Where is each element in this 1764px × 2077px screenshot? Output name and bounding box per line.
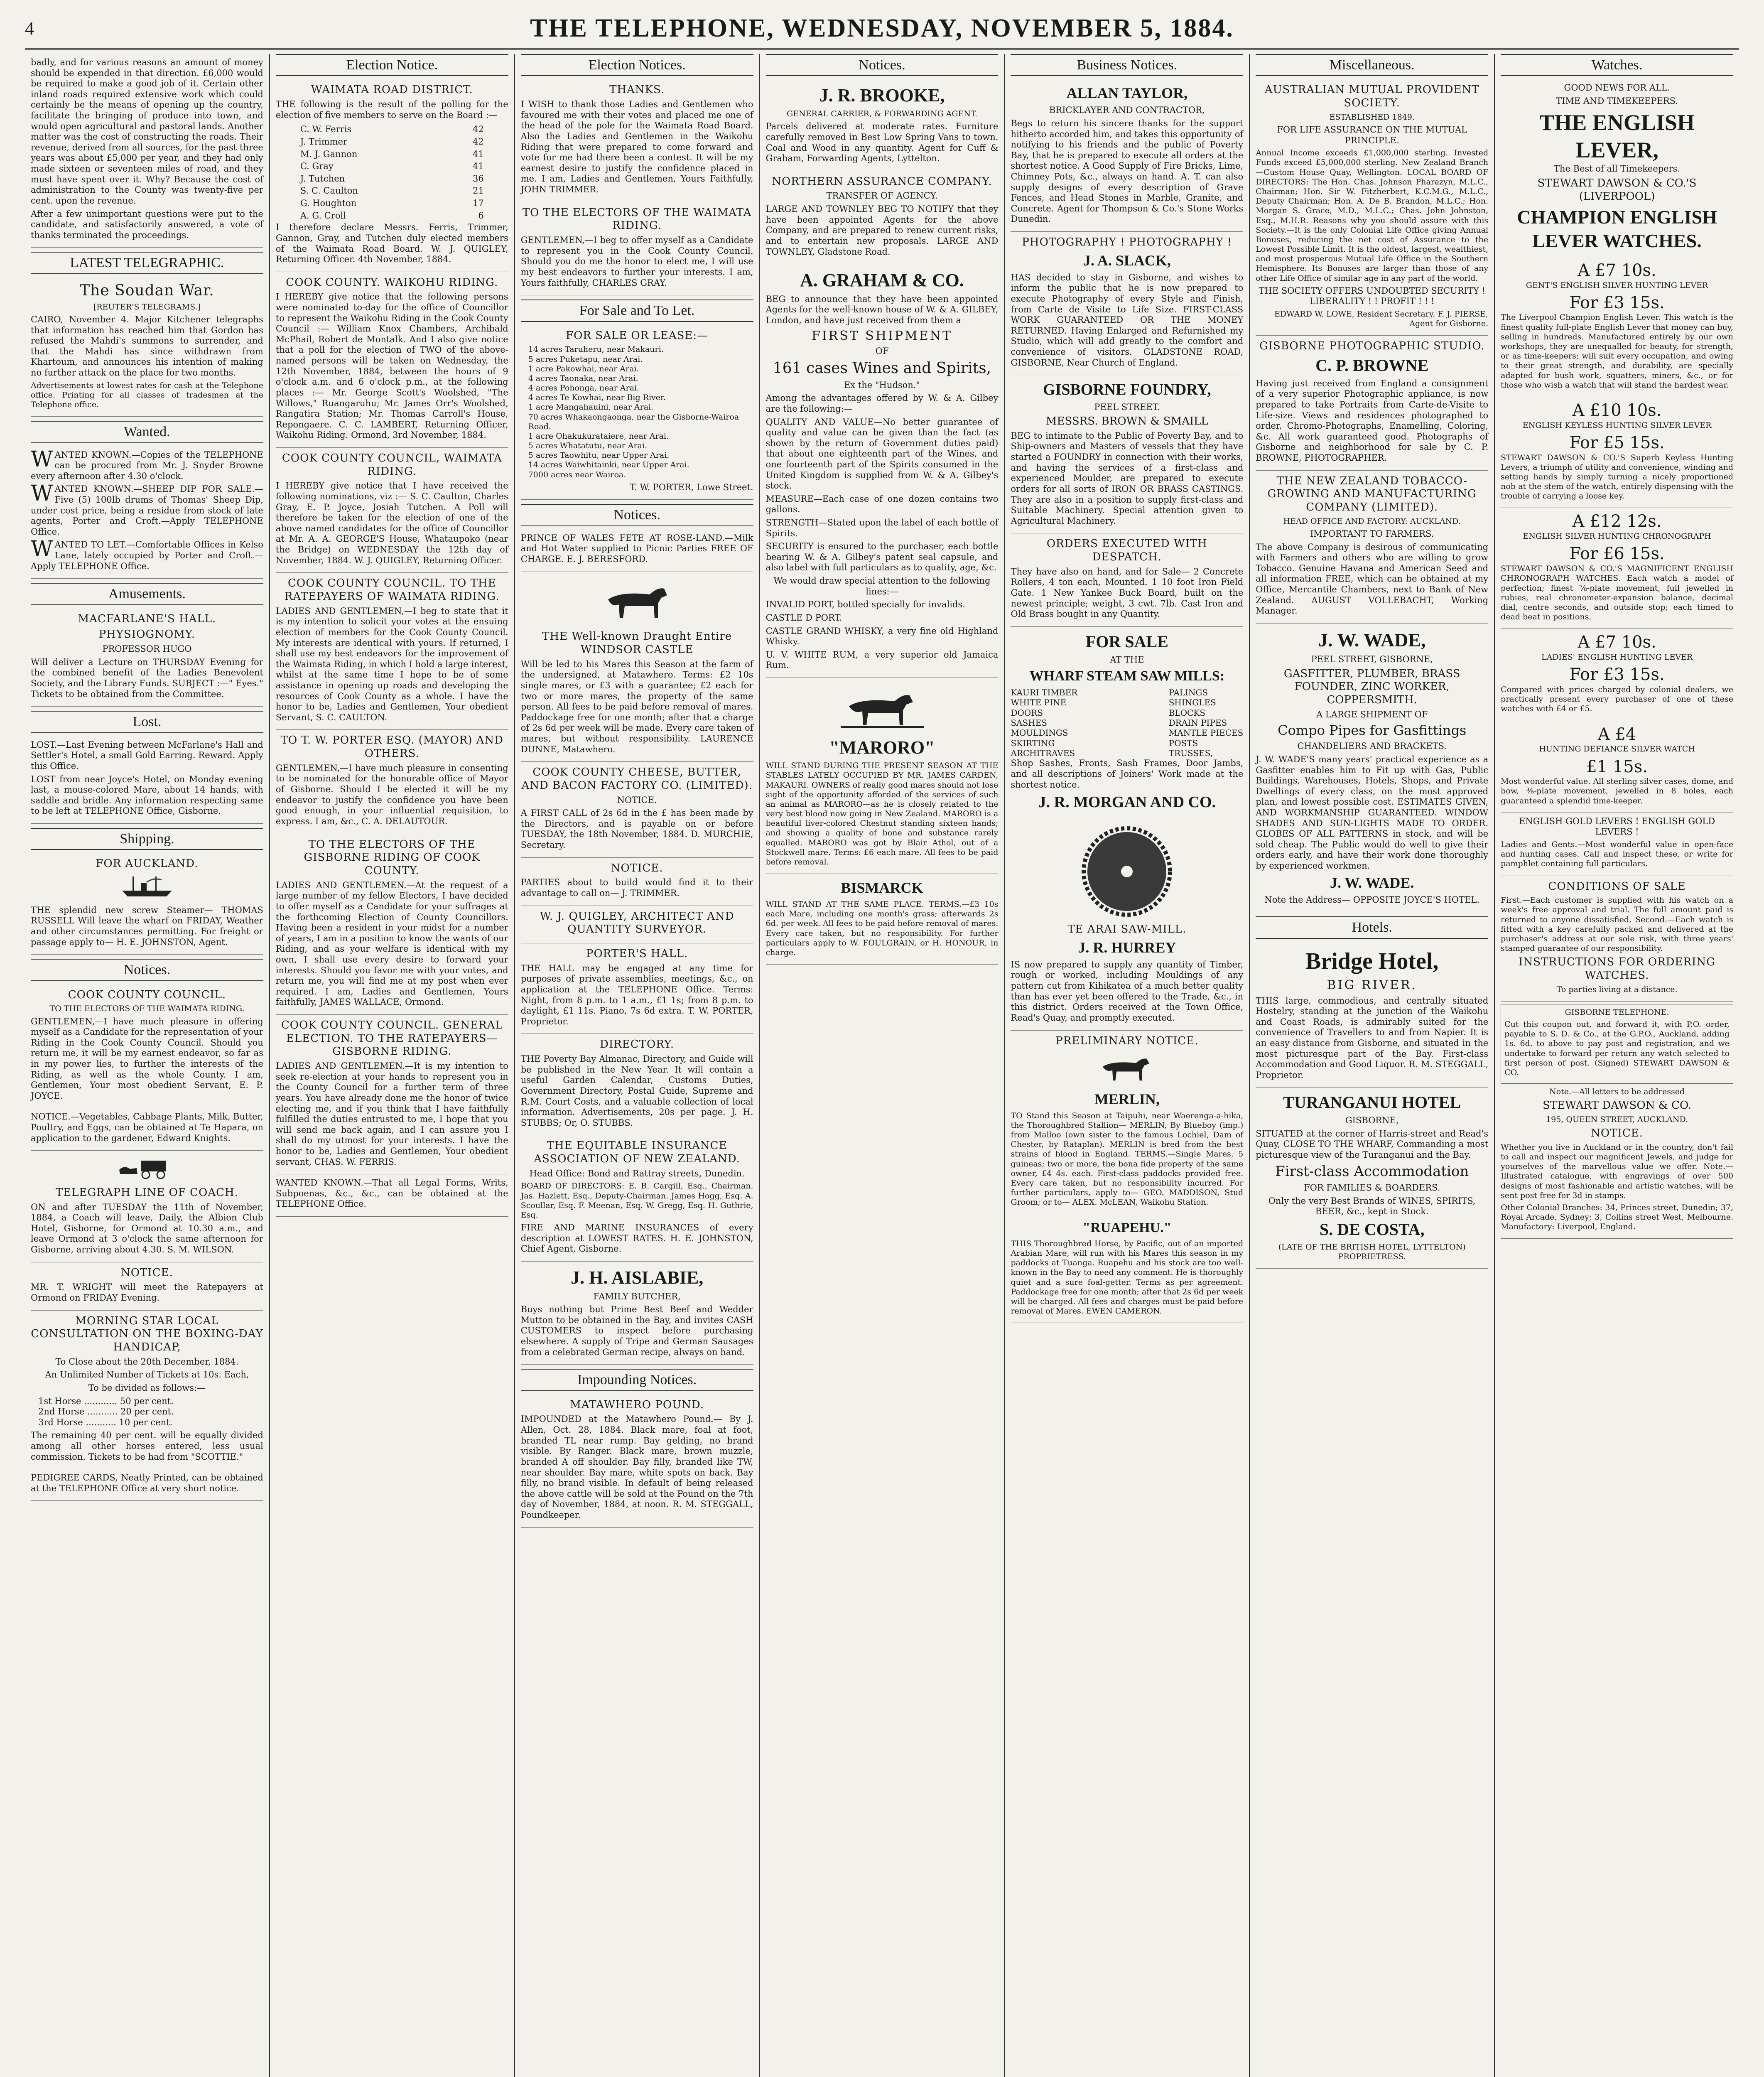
directory-title: DIRECTORY. — [600, 1038, 675, 1051]
vegetables-notice: NOTICE.—Vegetables, Cabbage Plants, Milk, Butter, Poultry, and Eggs, can be obtained at Te Hapara, on application to the gardener, Edward Knights. — [31, 1112, 263, 1143]
equitable-directors: BOARD OF DIRECTORS: E. B. Cargill, Esq., Chairman. Jas. Hazlett, Esq., Deputy-Chairman. James Hogg, Esq. A. Scoullar, Esq. F. Meenan, Esq. W. Gregg, Esq. H. Guthrie, Esq. — [520, 1181, 753, 1220]
stewart-dawson: STEWART DAWSON & CO.'S (LIVERPOOL) — [1537, 177, 1697, 203]
masthead — [25, 8, 1739, 50]
best-of-all: The Best of all Timekeepers. — [1554, 164, 1681, 174]
bridge-hotel-title: Bridge Hotel, — [1305, 948, 1439, 974]
equitable-text: FIRE AND MARINE INSURANCES of every description at LOWEST RATES. H. E. JOHNSTON, Chief Agent, Gisborne. — [520, 1223, 753, 1254]
bridge-hotel-text: THIS large, commodious, and centrally situated Hostelry, standing at the junction of the Waikohu and Coast Roads, is admirably suited for the convenience of Travellers to and from Napier. It is an easy distance from Gisborne, and situated in the most picturesque part of the Bay. First-class Accommodation and Good Liquor. R. M. STEGGALL, Proprietor. — [1256, 995, 1489, 1080]
waimata-road-result: I therefore declare Messrs. Ferris, Trimmer, Gannon, Gray, and Tutchen duly elected members of the Waimata Road Board. W. J. QUIGLEY, Returning Officer. 4th November, 1884. — [275, 222, 508, 265]
legal-forms-ad: WANTED KNOWN.—That all Legal Forms, Writs, Subpoenas, &c., &c., can be obtained at the TELEPHONE Office. — [275, 1178, 508, 1209]
equitable-office: Head Office: Bond and Rattray streets, Dunedin. — [529, 1168, 745, 1178]
wanted-ad-2: WANTED KNOWN.—SHEEP DIP FOR SALE.—Five (5) 100lb drums of Thomas' Sheep Dip, under cost price, being a residue from stock of late agents, Porter and Croft.—Apply TELEPHONE Office. — [31, 481, 263, 537]
cook-council-title: COOK COUNTY COUNCIL. — [68, 988, 226, 1001]
coupon-title: GISBORNE TELEPHONE. — [1565, 1007, 1669, 1017]
sale-sign: T. W. PORTER, Lowe Street. — [630, 482, 753, 492]
bridge-hotel-sub: BIG RIVER. — [1327, 977, 1417, 992]
sale-item: 7000 acres near Wairoa. — [528, 470, 626, 479]
waimata-riding-title: COOK COUNTY COUNCIL, WAIMATA RIDING. — [282, 452, 502, 478]
branches-text: Other Colonial Branches: 34, Princes street, Dunedin; 37, Royal Arcade, Sydney; 3, Collins street West, Melbourne. Manufactory: Liverpool, England. — [1501, 1203, 1734, 1232]
address-note: Note.—All letters to be addressed — [1549, 1087, 1685, 1097]
wade-shipment: A LARGE SHIPMENT OF — [1316, 709, 1428, 719]
english-lever-title: THE ENGLISH LEVER, — [1539, 110, 1695, 162]
tobacco-sub: IMPORTANT TO FARMERS. — [1310, 528, 1434, 539]
desc-1: GENT'S ENGLISH SILVER HUNTING LEVER — [1526, 280, 1708, 290]
desc-5: HUNTING DEFIANCE SILVER WATCH — [1539, 744, 1695, 754]
section-shipping: Shipping. — [31, 828, 263, 850]
electors-title: TO THE ELECTORS OF THE WAIMATA RIDING. — [522, 206, 752, 232]
sale-item: 5 acres Puketapu, near Arai. — [528, 354, 643, 364]
wade-title: J. W. WADE, — [1318, 629, 1426, 651]
merlin-text: TO Stand this Season at Taipuhi, near Waerenga-a-hika, the Thoroughbred Stallion— MERLIN, By Blueboy (imp.) from Malloo (own sister to the famous Lochiel, Dam of Chester, by Rataplan). MERLIN is bred from the best strains of blood in England. TERMS.—Single Mares, 5 guineas; two or more, the bona fide property of the same owner, £4 4s. each. First-class paddocks provided free. Every care taken, but no responsibility incurred. For further particulars, apply to— GEO. MADDISON, Stud Groom; or to— ALEX. McLEAN, Waikohu Station. — [1011, 1111, 1244, 1207]
for-price-5: £1 15s. — [1586, 757, 1648, 776]
section-miscellaneous: Miscellaneous. — [1256, 54, 1488, 76]
professor-name: PROFESSOR HUGO — [102, 644, 192, 654]
ratepayers-title: COOK COUNTY COUNCIL. TO THE RATEPAYERS OF WAIMATA RIDING. — [284, 577, 500, 603]
graham-strength: STRENGTH—Stated upon the label of each bottle of Spirits. — [765, 518, 999, 538]
browne-title: C. P. BROWNE — [1315, 356, 1429, 375]
notice-text: Whether you live in Auckland or in the country, don't fail to call and inspect our magnificent Jewels, and judge for yourselves of the marvellous value we offer. Note.—Illustrated catalogue, with engravings of over 500 designs of most fashionable and artistic watches, will be sent post free for 3d in stamps. — [1501, 1142, 1734, 1200]
for-price-2: For £5 15s. — [1569, 433, 1665, 452]
coach-text: ON and after TUESDAY the 11th of November, 1884, a Coach will leave, Daily, the Albion Club Hotel, Gisborne, for Ormond at 10.30 a.m., and leave Ormond at 3 o'clock the same afternoon for Gisborne, arriving about 4.30. S. M. WILSON. — [31, 1202, 263, 1255]
sale-item: 1 acre Pakowhai, near Arai. — [528, 364, 639, 373]
maroro-title: "MARORO" — [829, 737, 935, 758]
soudan-text: CAIRO, November 4. Major Kitchener telegraphs that information has reached him that Gordon has refused the Mahdi's summons to surrender, and that the Mahdi has since withdrawn from Khartoum, and announces his intention of making no further attack on the place for two months. — [31, 314, 263, 378]
sale-item: 1 acre Ohakukurataiere, near Arai. — [528, 431, 669, 441]
brooke-text: Parcels delivered at moderate rates. Furniture carefully removed in Best Low Spring Vans to town. Coal and Wood in any quantity. Agent for Cuff & Graham, Forwarding Agents, Lyttelton. — [765, 121, 999, 164]
wade-text: J. W. WADE'S many years' practical experience as a Gasfitter enables him to Fit up with Gas, Public Buildings, Warehouses, Hotels, Shops, and Private Dwellings of every class, on the most approved plan, and lowest possible cost. ESTIMATES GIVEN, AND WORKMANSHIP GUARANTEED. WINDOW SHADES AND SUN-LIGHTS MADE TO ORDER. GLOBES OF ALL PATTERNS in stock, and will be sold cheap. The Public would do well to give their orders early, and have their work done thoroughly by experienced workmen. — [1256, 754, 1489, 871]
ruapehu-text: THIS Thoroughbred Horse, by Pacific, out of an imported Arabian Mare, will run with his Mares this season in my paddocks at Tuanga. Ruapehu and his stock are too well-known in the Bay to need any comment. He is thoroughly quiet and a sure foal-getter. Terms as per agreement. Paddockage free for one month; after that 2s 6d per week will be charged. All fees and charges must be paid before removal of Mares. EWEN CAMERON. — [1011, 1239, 1244, 1316]
general-election-title: COOK COUNTY COUNCIL. GENERAL ELECTION. TO THE RATEPAYERS—GISBORNE RIDING. — [281, 1019, 503, 1058]
sale-item: 1 acre Mangahauini, near Arai. — [528, 403, 654, 412]
timber-item: BLOCKS — [1168, 707, 1206, 718]
page-number: 4 — [25, 18, 34, 39]
wade-chandeliers: CHANDELIERS AND BRACKETS. — [1297, 741, 1447, 751]
turanganui-title: TURANGANUI HOTEL — [1283, 1093, 1461, 1112]
timber-item: SHINGLES — [1168, 697, 1216, 708]
cheese-title: COOK COUNTY CHEESE, BUTTER, AND BACON FACTORY CO. (LIMITED). — [521, 766, 753, 792]
timber-item: TRUSSES, — [1168, 748, 1213, 759]
waikohu-text: I HEREBY give notice that the following persons were nominated to-day for the office of Councillor to represent the Waikohu Riding in the Cook County Council :— William Knox Chambers, Archibald McPhail, Robert de Montalk. And I also give notice that a poll for the election of TWO of the above-named persons will be taken on Wednesday, the 12th November, 1884, between the hours of 9 o'clock a.m. and 6 o'clock p.m., at the following places :— Mr. George Scott's Woolshed, "The Willows," Ruangaruhu; Mr. James Orr's Woolshed, Rangatira Station; Mr. Thomas Carroll's House, Repongaere. C. C. LAMBERT, Returning Officer, Waikohu Riding. Ormond, 3rd November, 1884. — [275, 292, 508, 440]
horse-illustration — [766, 685, 999, 733]
studio-title: GISBORNE PHOTOGRAPHIC STUDIO. — [1259, 340, 1485, 353]
price-2: A £10 10s. — [1572, 400, 1662, 420]
price-1: A £7 10s. — [1578, 260, 1656, 280]
porters-hall-text: THE HALL may be engaged at any time for purposes of private assemblies, meetings, &c., on application at the TELEPHONE Office. Terms: Night, from 8 p.m. to 1 a.m., £1 1s; from 8 p.m. to daylight, £1 11s. Piano, 7s 6d extra. T. W. PORTER, Proprietor. — [520, 963, 753, 1026]
sale-item: 4 acres Te Kowhai, near Big River. — [528, 393, 666, 403]
column-1 — [25, 54, 270, 2077]
amp-sign: EDWARD W. LOWE, Resident Secretary. F. J. PIERSE, Agent for Gisborne. — [1274, 309, 1489, 329]
conditions-text: First.—Each customer is supplied with his watch on a week's free approval and trial. The full amount paid is returned to anyone dissatisfied. Second.—Each watch is fitted with a key carefully packed and delivered at the purchaser's address at our sole risk, with three years' stamped guarantee of our responsibility. — [1501, 896, 1734, 953]
morning-star-divided: To be divided as follows:— — [88, 1382, 206, 1393]
aislabie-sub: FAMILY BUTCHER, — [593, 1291, 681, 1301]
thanks-title: THANKS. — [609, 83, 665, 96]
desc-4: LADIES' ENGLISH HUNTING LEVER — [1541, 653, 1693, 662]
timber-item: PALINGS — [1168, 687, 1208, 697]
text-2: STEWART DAWSON & CO.'S Superb Keyless Hunting Levers, a triumph of utility and convenience, winding and setting hands by simply turning a nicely proportioned nob at the stem of the watch, entirely dispensing with the trouble of carrying a loose key. — [1501, 453, 1734, 501]
poll-row: J. Tutchen 36 — [300, 173, 484, 184]
for-price-3: For £6 15s. — [1569, 544, 1665, 564]
amp-established: ESTABLISHED 1849. — [1329, 112, 1415, 122]
price-4: A £7 10s. — [1578, 633, 1656, 652]
directory-text: THE Poverty Bay Almanac, Directory, and Guide will be published in the New Year. It will contain a useful Garden Calendar, Customs Duties, Government Directory, Postal Guide, Supreme and R.M. Court Costs, and a valuable collection of local information. Advertisements, 20s per page. J. H. STUBBS; Or, O. STUBBS. — [520, 1054, 753, 1128]
section-for-sale: For Sale and To Let. — [521, 300, 753, 322]
timber-item: SASHES — [1011, 717, 1048, 728]
foundry-sub: PEEL STREET. — [1094, 402, 1160, 412]
instructions-sub: To parties living at a distance. — [1556, 984, 1678, 994]
fete-notice: PRINCE OF WALES FETE AT ROSE-LAND.—Milk and Hot Water supplied to Picnic Parties FREE OF CHARGE. E. J. BERESFORD. — [520, 533, 753, 565]
graham-advantages: Among the advantages offered by W. & A. Gilbey are the following:— — [765, 393, 999, 414]
coach-title: TELEGRAPH LINE OF COACH. — [55, 1186, 238, 1199]
general-election-text: LADIES AND GENTLEMEN.—It is my intention to seek re-election at your hands to represent you in the County Council for a further term of three years. You have already done me the honor of twice electing me, and if you think that I have faithfully fulfilled the duties entrusted to me, I hope that you will send me back again, and I can assure you I shall do my utmost for your interests. I have the honor to be, Ladies and Gentlemen, Your obedient servant, CHAS. W. FERRIS. — [275, 1061, 508, 1167]
prize-line: 2nd Horse ........... 20 per cent. — [38, 1407, 174, 1417]
taylor-sub: BRICKLAYER AND CONTRACTOR, — [1049, 105, 1205, 115]
instructions-title: INSTRUCTIONS FOR ORDERING WATCHES. — [1519, 956, 1715, 982]
northern-sub: TRANSFER OF AGENCY. — [826, 191, 938, 201]
timber-item: MOULDINGS — [1011, 728, 1068, 738]
text-1: The Liverpool Champion English Lever. This watch is the finest quality full-plate English Lever that money can buy, selling in hundreds. Manufactured entirely by our own workshops, they are unequalled for beauty, for strength, or as time-keepers; will suit every occupation, and owing to their great strength, and durability, are specially adapted for bush work, squatters, miners, &c., or for those who wish a watch that will stand the hardest wear. — [1501, 313, 1734, 390]
coupon-text: Cut this coupon out, and forward it, with P.O. order, payable to S. D. & Co., at the G.P.O., Auckland, adding 1s. 6d. to above to pay post and registration, and we undertake to forward per return any watch selected to first person of post. (Signed) STEWART DAWSON & CO. — [1504, 1020, 1730, 1077]
reuter-label: [REUTER'S TELEGRAMS.] — [93, 302, 201, 312]
section-watches: Watches. — [1501, 54, 1733, 76]
porters-hall-title: PORTER'S HALL. — [586, 948, 688, 960]
wright-notice-text: MR. T. WRIGHT will meet the Ratepayers at Ormond on FRIDAY Evening. — [31, 1282, 263, 1303]
lost-ad-1: LOST.—Last Evening between McFarlane's Hall and Settler's Hotel, a small Gold Earring. Reward. Apply this Office. — [31, 739, 263, 771]
graham-cases: 161 cases Wines and Spirits, — [773, 359, 991, 377]
graham-line: CASTLE GRAND WHISKY, a very fine old Highland Whisky. — [765, 626, 999, 647]
lead-text-2: After a few unimportant questions were put to the candidate, and satisfactorily answered, a vote of thanks terminated the proceedings. — [31, 209, 263, 240]
graham-line: CASTLE D PORT. — [765, 612, 842, 623]
timber-item: DOORS — [1011, 707, 1043, 718]
poll-row: C. W. Ferris 42 — [300, 124, 484, 135]
graham-special: We would draw special attention to the following lines:— — [773, 576, 991, 597]
cook-council-sub: TO THE ELECTORS OF THE WAIMATA RIDING. — [49, 1004, 245, 1014]
merlin-title: MERLIN, — [1094, 1090, 1160, 1107]
wright-notice-title: NOTICE. — [121, 1266, 173, 1279]
graham-title: A. GRAHAM & CO. — [800, 270, 964, 291]
pedigree-cards-ad: PEDIGREE CARDS, Neatly Printed, can be obtained at the TELEPHONE Office at very short notice. — [31, 1473, 263, 1493]
bismarck-title: BISMARCK — [841, 879, 923, 896]
hurrey-title: J. R. HURREY — [1078, 939, 1176, 956]
horse-illustration — [521, 579, 753, 627]
wade-sign: J. W. WADE. — [1330, 874, 1414, 891]
graham-of: OF — [875, 346, 889, 356]
telephone-note: Advertisements at lowest rates for cash at the Telephone office. Printing for all classes of tradesmen at the Telephone office. — [31, 381, 263, 409]
poll-row: S. C. Caulton 21 — [300, 186, 484, 196]
porter-title: TO T. W. PORTER ESQ. (MAYOR) AND OTHERS. — [280, 734, 503, 760]
northern-title: NORTHERN ASSURANCE COMPANY. — [772, 175, 992, 188]
cheese-sub: NOTICE. — [617, 795, 657, 805]
section-notices-3: Notices. — [521, 504, 753, 526]
de-costa-text: (LATE OF THE BRITISH HOTEL, LYTTELTON) PROPRIETRESS. — [1278, 1242, 1466, 1261]
champion-title: CHAMPION ENGLISH LEVER WATCHES. — [1517, 206, 1717, 251]
horse-illustration — [1011, 1051, 1243, 1087]
column-7 — [1495, 54, 1739, 2077]
windsor-title: THE Well-known Draught Entire WINDSOR CASTLE — [542, 630, 732, 656]
section-election-notice: Election Notice. — [276, 54, 508, 76]
parties-title: NOTICE. — [611, 862, 663, 874]
graham-measure: MEASURE—Each case of one dozen contains two gallons. — [765, 493, 999, 515]
gold-levers-title: ENGLISH GOLD LEVERS ! ENGLISH GOLD LEVERS ! — [1519, 816, 1715, 837]
gisborne-riding-text: LADIES AND GENTLEMEN.—At the request of a large number of my fellow Electors, I have decided to offer myself as a Candidate for your suffrages at the forthcoming Election of County Councillors. Having been a resident in your midst for a number of years, I am in a position to know the wants of our Riding, and as your welfare is identical with my own, I shall use every desire to forward your interests. Should you favor me with your votes, and return me, you will find me at my post when ever required. I am, Ladies and Gentlemen, Yours faithfully, JAMES WALLACE, Ormond. — [275, 880, 508, 1007]
parties-text: PARTIES about to build would find it to their advantage to call on— J. TRIMMER. — [520, 877, 753, 898]
thanks-text: I WISH to thank those Ladies and Gentlemen who favoured me with their votes and placed me one of the head of the pole for the Waimata Road Board. Also the Ladies and Gentlemen in the Waikohu Riding that were prepared to come forward and vote for me had there been a contest. It will be my earnest desire to justify the confidence placed in me. I am, Ladies and Gentlemen, Yours Faithfully, JOHN TRIMMER. — [520, 99, 753, 195]
for-price-4: For £3 15s. — [1569, 665, 1665, 685]
section-notices: Notices. — [31, 959, 263, 981]
sale-item: 14 acres Taruheru, near Makauri. — [528, 345, 664, 354]
hall-title: MACFARLANE'S HALL. — [78, 612, 216, 625]
impound-sub: MATAWHERO POUND. — [570, 1398, 704, 1411]
sawmill-text: Shop Sashes, Fronts, Sash Frames, Door Jambs, and all descriptions of Joiners' Work made at the shortest notice. — [1011, 758, 1244, 790]
poll-table — [299, 123, 485, 222]
turanganui-accommodation: First-class Accommodation — [1275, 1163, 1469, 1180]
timber-item: MANTLE PIECES — [1168, 728, 1244, 738]
section-election-notices: Election Notices. — [521, 54, 753, 76]
sawmill-sale-title: FOR SALE — [1085, 632, 1168, 651]
wade-trade: GASFITTER, PLUMBER, BRASS FOUNDER, ZINC WORKER, COPPERSMITH. — [1283, 667, 1460, 707]
morgan-title: J. R. MORGAN AND CO. — [1038, 793, 1216, 811]
column-4 — [760, 54, 1005, 2077]
section-amusements: Amusements. — [31, 583, 263, 605]
newspaper-title: THE TELEPHONE, WEDNESDAY, NOVEMBER 5, 1884. — [530, 14, 1234, 42]
waimata-road-title: WAIMATA ROAD DISTRICT. — [311, 83, 473, 96]
sale-item: 14 acres Waiwhitainki, near Upper Arai. — [528, 460, 689, 470]
lost-ad-2: LOST from near Joyce's Hotel, on Monday evening last, a mouse-colored Mare, about 14 hands, with saddle and bridle. Any information respecting same to be left at TELEPHONE Office, Gisborne. — [31, 774, 263, 816]
shipping-sub: FOR AUCKLAND. — [96, 857, 199, 870]
price-3: A £12 12s. — [1572, 512, 1662, 531]
sale-item: 5 acres Whatatutu, near Arai. — [528, 441, 647, 451]
column-6 — [1250, 54, 1495, 2077]
section-latest-telegraphic: LATEST TELEGRAPHIC. — [31, 252, 263, 274]
turanganui-families: FOR FAMILIES & BOARDERS. — [1304, 1183, 1440, 1193]
de-costa-title: S. DE COSTA, — [1319, 1220, 1425, 1239]
timber-list — [1011, 687, 1243, 759]
section-wanted: Wanted. — [31, 421, 263, 443]
quigley-title: W. J. QUIGLEY, ARCHITECT AND QUANTITY SURVEYOR. — [540, 910, 734, 936]
tobacco-text: The above Company is desirous of communicating with Farmers and others who are willing to grow Tobacco. Genuine Havana and American Seed and all information FREE, which can be obtained at my Office, Mercantile Chambers, next to Bank of New Zealand. AUGUST VOLLEBACHT, Working Manager. — [1256, 542, 1489, 616]
despatch-title: ORDERS EXECUTED WITH DESPATCH. — [1046, 538, 1207, 564]
amp-title: AUSTRALIAN MUTUAL PROVIDENT SOCIETY. — [1264, 83, 1479, 110]
ratepayers-text: LADIES AND GENTLEMEN,—I beg to state that it is my intention to solicit your votes at the ensuing election of members for the Cook County Council. My interests are identical with yours. If returned, I shall use my best endeavors for the improvement of the Waimata Riding, in which I hold a large interest, whilst at the same time I hope to be of some assistance in opening up roads and developing the resources of Cook County as a whole. I have the honor to be, Ladies and Gentlemen, Your obedient Servant, S. C. CAULTON. — [275, 606, 508, 722]
porter-text: GENTLEMEN,—I have much pleasure in consenting to be nominated for the honorable office of Mayor of Gisborne. Should I be elected it will be my endeavor to justify the confidence you have been good enough, in your influential requisition, to express. I am, &c., C. A. DELAUTOUR. — [275, 763, 508, 826]
northern-text: LARGE AND TOWNLEY BEG TO NOTIFY that they have been appointed Agents for the above Company, and are prepared to renew current risks, and to entertain new proposals. LARGE AND TOWNLEY, Gladstone Road. — [765, 204, 999, 257]
aislabie-title: J. H. AISLABIE, — [571, 1267, 704, 1288]
poll-row: A. G. Croll 6 — [300, 210, 484, 221]
brooke-title: J. R. BROOKE, — [819, 85, 945, 106]
cook-council-text: GENTLEMEN,—I have much pleasure in offering myself as a Candidate for the representation of your Riding in the Cook County Council. Should you return me, it will be my earnest endeavor, so far as in my power lies, to further the interests of the Riding, as well as the whole County. I am, Gentlemen, Your most obedient Servant, E. P. JOYCE. — [31, 1016, 263, 1101]
foundry-firm: MESSRS. BROWN & SMAILL — [1045, 415, 1208, 428]
address-sub: 195, QUEEN STREET, AUCKLAND. — [1546, 1115, 1688, 1124]
aislabie-text: Buys nothing but Prime Best Beef and Wedder Mutton to be obtained in the Bay, and invites CASH CUSTOMERS to inspect before purchasing elsewhere. A supply of Tripe and German Sausages from a celebrated German recipe, always on hand. — [520, 1304, 753, 1357]
wanted-ad-3: WANTED TO LET.—Comfortable Offices in Kelso Lane, lately occupied by Porter and Croft.—Apply TELEPHONE Office. — [31, 537, 263, 571]
graham-shipment: FIRST SHIPMENT — [812, 328, 952, 343]
equitable-title: THE EQUITABLE INSURANCE ASSOCIATION OF NEW ZEALAND. — [534, 1139, 741, 1166]
taylor-text: Begs to return his sincere thanks for the support hitherto accorded him, and takes this opportunity of notifying to his friends and the public of Poverty Bay, that he is prepared to execute all orders at the shortest notice. A Good Supply of Fire Bricks, Lime, Chimney Pots, &c., always on hand. A. T. can also supply designs of every description of Grave Fences, and Head Stones in Marble, Granite, and Concrete. Agent for Thompson & Co.'s Stone Works Dunedin. — [1011, 118, 1244, 224]
wanted-ad-1: WANTED KNOWN.—Copies of the TELEPHONE can be procured from Mr. J. Snyder Browne every afternoon after 4.30 o'clock. — [31, 447, 263, 481]
prize-line: 3rd Horse ........... 10 per cent. — [38, 1417, 173, 1427]
electors-text: GENTLEMEN,—I beg to offer myself as a Candidate to represent you in the Cook County Council. Should you do me the honor to elect me, I will use my best endeavors to further your interests. I am, Yours faithfully, CHARLES GRAY. — [520, 235, 753, 288]
graham-security: SECURITY is ensured to the purchaser, each bottle bearing W. & A. Gilbey's patent seal capsule, and also label with full particulars as to quality, age, &c. — [765, 541, 999, 573]
graham-ex: Ex the "Hudson." — [844, 380, 920, 390]
for-price-1: For £3 15s. — [1569, 293, 1665, 312]
gold-levers-text: Ladies and Gents.—Most wonderful value in open-face and hunting cases. Call and inspect these, or write for pamphlet containing full particulars. — [1501, 840, 1734, 869]
section-notices-4: Notices. — [766, 54, 999, 76]
browne-text: Having just received from England a consignment of a very superior Photographic appliance, is now prepared to take Portraits from Carte-de-Visite to Life-size. Views and residences photographed to order. Chromo-Photographs, Enamelling, Coloring, &c. All work guaranteed good. Photographs of Gisborne and neighborhood for sale by C. P. BROWNE, PHOTOGRAPHER. — [1256, 378, 1489, 463]
wade-pipes: Compo Pipes for Gasfittings — [1278, 722, 1467, 739]
windsor-text: Will be led to his Mares this Season at the farm of the undersigned, at Matawhero. Terms: £2 10s single mares, or £3 with a guarantee; £2 each for two or more mares, the property of the same person. All fees to be paid before removal of mares. Paddockage free for one month; after that a charge of 2s 6d per week will be made. Every care taken of mares, but without responsibility. LAURENCE DUNNE, Matawhero. — [520, 659, 753, 754]
desc-2: ENGLISH KEYLESS HUNTING SILVER LEVER — [1522, 420, 1712, 430]
timber-item: DRAIN PIPES — [1168, 717, 1227, 728]
morning-star-rest: The remaining 40 per cent. will be equally divided among all other horses entered, less usual commission. Tickets to be had from "SCOTTIE." — [31, 1430, 263, 1462]
order-coupon — [1501, 1004, 1733, 1084]
physiognomy-title: PHYSIOGNOMY. — [98, 628, 196, 641]
lead-text: badly, and for various reasons an amount of money should be expended in that direction. £6,000 would be required to make a good job of it. Certain other inland roads required extensive work which could certainly be the means of opening up the country, facilitate the bringing of produce into town, and would open agricultural and pastoral lands. Another matter was the cost of constructing the roads. Their revenue, derived from all sources, for the past three years was about £5,000 per year, and they had only made sixteen or seventeen miles of road, and they must have spent over it. Why? Because the cost of administration to the County was twenty-five per cent. upon the revenue. — [31, 57, 263, 206]
tobacco-title: THE NEW ZEALAND TOBACCO-GROWING AND MANUFACTURING COMPANY (LIMITED). — [1267, 474, 1477, 514]
impound-text: IMPOUNDED at the Matawhero Pound.— By J. Allen, Oct. 28, 1884. Black mare, foal at foot, branded TL near rump. Bay gelding, no brand visible. By Ranger. Black mare, brown muzzle, branded A off shoulder. Bay filly, branded like TW, near shoulder. Bay mare, white spots on back. Bay filly, no brand visible. In default of being released the above cattle will be sold at the Pound on the 7th day of November, 1884, at noon. R. M. STEGGALL, Poundkeeper. — [520, 1414, 753, 1520]
address-title: STEWART DAWSON & CO. — [1543, 1099, 1692, 1112]
graham-line: INVALID PORT, bottled specially for invalids. — [765, 599, 965, 610]
columns — [25, 54, 1739, 2077]
sawmill-name: WHARF STEAM SAW MILLS: — [1029, 668, 1225, 684]
photography-title: PHOTOGRAPHY ! PHOTOGRAPHY ! — [1022, 236, 1232, 249]
foundry-title: GISBORNE FOUNDRY, — [1043, 381, 1211, 399]
cheese-text: A FIRST CALL of 2s 6d in the £ has been made by the Directors, and is payable on or before TUESDAY, the 18th November, 1884. D. MURCHIE, Secretary. — [520, 808, 753, 850]
ruapehu-title: "RUAPEHU." — [1082, 1220, 1172, 1236]
prize-line: 1st Horse ............ 50 per cent. — [38, 1396, 174, 1406]
waimata-road-text: THE following is the result of the polling for the election of five members to serve on the Board :— — [275, 99, 508, 120]
poll-row: G. Houghton 17 — [300, 198, 484, 209]
sale-head: FOR SALE OR LEASE:— — [566, 329, 709, 342]
bismarck-text: WILL STAND AT THE SAME PLACE. TERMS.—£3 10s each Mare, including one month's grass; afterwards 2s 6d. per week. All fees to be paid before removal of mares. Every care taken, but no responsibility. For further particulars apply to W. FOULGRAIN, or H. HONOUR, in charge. — [765, 900, 999, 957]
gisborne-riding-title: TO THE ELECTORS OF THE GISBORNE RIDING OF COOK COUNTY. — [304, 838, 481, 877]
column-2 — [270, 54, 515, 2077]
coach-illustration — [31, 1157, 263, 1183]
sale-item: 70 acres Whakaongaonga, near the Gisborne-Wairoa Road. — [528, 412, 739, 431]
soudan-title: The Soudan War. — [80, 282, 214, 299]
column-3 — [515, 54, 760, 2077]
slack-text: HAS decided to stay in Gisborne, and wishes to inform the public that he is now prepared to execute Photography of every Style and Finish, from Carte de Visite to Life Size. FIRST-CLASS WORK GUARANTEED OR THE MONEY RETURNED. Having Enlarged and Refurnished my Studio, which will add greatly to the comfort and convenience of visitors. GLADSTONE ROAD, GISBORNE, Near Church of England. — [1011, 272, 1244, 368]
amp-text: Annual Income exceeds £1,000,000 sterling. Invested Funds exceed £5,000,000 sterling. New Zealand Branch—Custom House Quay, Wellington. LOCAL BOARD OF DIRECTORS: The Hon. Chas. Johnson Pharazyn, M.L.C., Chairman; Hon. Sir W. Fitzherbert, K.C.M.G., M.L.C., Deputy Chairman; Hon. A. De B. Brandon, M.L.C.; Hon. Morgan S. Grace, M.D., M.L.C.; Chas. John Johnston, Esq., M.H.R. Reasons why you should assure with this Society.—It is the only Colonial Life Office giving Annual Bonuses, reducing the net cost of Assurance to the Lowest Possible Limit. It is the oldest, largest, wealthiest, and most prosperous Mutual Life Office in the Southern Hemisphere. Its Bonuses are larger than those of any other Life Office of similar age in any part of the world. — [1256, 148, 1489, 283]
price-5: A £4 — [1597, 724, 1636, 744]
sawmill-at: AT THE — [1110, 654, 1144, 665]
brooke-sub: GENERAL CARRIER, & FORWARDING AGENT. — [787, 109, 977, 119]
timber-item: SKIRTING — [1011, 738, 1055, 748]
sale-item: 5 acres Taowhitu, near Upper Arai. — [528, 451, 670, 460]
sale-item: 4 acres Pohonga, near Arai. — [528, 383, 640, 393]
text-4: Compared with prices charged by colonial dealers, we practically present every purchaser of one of these watches with £4 or £5. — [1501, 685, 1734, 714]
foundry-text: BEG to intimate to the Public of Poverty Bay, and to Ship-owners and Masters of vessels that they have started a FOUNDRY in connection with their works, and having the services of a first-class and experienced Moulder, are prepared to execute orders for all sorts of IRON OR BRASS CASTINGS. They are also in a position to supply first-class and Suitable Machinery. Special attention given to Agricultural Machinery. — [1011, 430, 1244, 526]
poll-row: C. Gray 41 — [300, 161, 484, 172]
sale-item: 4 acres Taonaka, near Arai. — [528, 373, 638, 383]
desc-3: ENGLISH SILVER HUNTING CHRONOGRAPH — [1523, 532, 1711, 541]
timber-item: ARCHITRAVES — [1011, 748, 1075, 759]
morning-star-tickets: An Unlimited Number of Tickets at 10s. Each, — [45, 1370, 249, 1380]
amp-profit: THE SOCIETY OFFERS UNDOUBTED SECURITY ! LIBERALITY ! ! PROFIT ! ! ! — [1259, 285, 1485, 307]
maroro-text: WILL STAND DURING THE PRESENT SEASON AT THE STABLES LATELY OCCUPIED BY MR. JAMES CARDEN, MAKAURI. OWNERS of really good mares should not lose sight of the opportunity afforded of the services of such an animal as MARORO—as he is closely related to the very best blood now going in New Zealand. MARORO is a beautiful liver-colored Chestnut standing sixteen hands; and showing a quality of bone and substance rarely equalled. MARORO was got by Blair Athol, out of a Stockwell mare. Terms: £6 each mare. All fees to be paid before removal. — [765, 761, 999, 867]
column-5 — [1005, 54, 1250, 2077]
poll-row: M. J. Gannon 41 — [300, 149, 484, 159]
slack-title: J. A. SLACK, — [1083, 252, 1171, 269]
waikohu-title: COOK COUNTY. WAIKOHU RIDING. — [286, 276, 498, 289]
te-arai-title: TE ARAI SAW-MILL. — [1067, 923, 1187, 936]
graham-text: BEG to announce that they have been appointed Agents for the well-known house of W. & A. GILBEY, London, and have just received from them a — [765, 294, 999, 326]
timber-item: KAURI TIMBER — [1011, 687, 1078, 697]
saw-blade-illustration — [1011, 826, 1243, 920]
notice-title: NOTICE. — [1591, 1127, 1643, 1140]
section-business-notices: Business Notices. — [1011, 54, 1243, 76]
poll-row: J. Trimmer 42 — [300, 137, 484, 147]
amp-sub: FOR LIFE ASSURANCE ON THE MUTUAL PRINCIPLE. — [1277, 125, 1467, 145]
turanganui-wines: Only the very Best Brands of WINES, SPIRITS, BEER, &c., kept in Stock. — [1268, 1196, 1476, 1217]
section-hotels: Hotels. — [1256, 916, 1488, 938]
conditions-title: CONDITIONS OF SALE — [1548, 880, 1686, 893]
wade-sub: PEEL STREET, GISBORNE, — [1311, 654, 1433, 664]
taylor-title: ALLAN TAYLOR, — [1066, 85, 1188, 102]
turanganui-text: SITUATED at the corner of Harris-street and Read's Quay, CLOSE TO THE WHARF, Commanding a most picturesque view of the Turanganui and the Bay. — [1256, 1128, 1489, 1160]
section-lost: Lost. — [31, 711, 263, 733]
morning-star-title: MORNING STAR LOCAL CONSULTATION ON THE BOXING-DAY HANDICAP, — [31, 1314, 263, 1353]
turanganui-sub: GISBORNE, — [1345, 1115, 1399, 1126]
text-5: Most wonderful value. All sterling silver cases, dome, and bow, ⅜-plate movement, jewelled in 8 holes, each guaranteed a splendid time-keeper. — [1501, 777, 1734, 805]
section-impounding: Impounding Notices. — [521, 1369, 753, 1391]
good-news: GOOD NEWS FOR ALL. — [1564, 83, 1670, 93]
waimata-riding-text: I HEREBY give notice that I have received the following nominations, viz :— S. C. Caulton, Charles Gray, E. P. Joyce, Josiah Tutchen. A Poll will therefore be taken for the election of one of the above named candidates for the office of Councillor at Mr. A. A. GEORGE'S House, Whataupoko (near the Bridge) on WEDNESDAY the 12th day of November, 1884. W. J. QUIGLEY, Returning Officer. — [275, 481, 508, 565]
preliminary-title: PRELIMINARY NOTICE. — [1055, 1034, 1199, 1047]
text-3: STEWART DAWSON & CO.'S MAGNIFICENT ENGLISH CHRONOGRAPH WATCHES. Each watch a model of perfection; finest ⅞-plate movement, full jewelled in rubies, real chronometer-expansion balance, decimal dial, centre seconds, and outside stop; each timed to dead beat in positions. — [1501, 564, 1734, 622]
wade-address: Note the Address— OPPOSITE JOYCE'S HOTEL. — [1264, 894, 1480, 905]
graham-line: U. V. WHITE RUM, a very superior old Jamaica Rum. — [765, 649, 999, 670]
shipping-text: THE splendid new screw Steamer— THOMAS RUSSELL Will leave the wharf on FRIDAY, Weather and other circumstances permitting. For freight or passage apply to— H. E. JOHNSTON, Agent. — [31, 905, 263, 947]
graham-quality: QUALITY AND VALUE—No better guarantee of quality and value can be given than the fact (as shown by the return of Government duties paid) that about one eighteenth part of the Wines, and one fourteenth part of the Spirits consumed in the United Kingdom is supplied from W. & A. Gilbey's stock. — [765, 417, 999, 491]
physiognomy-text: Will deliver a Lecture on THURSDAY Evening for the combined benefit of the Ladies Benevolent Society, and the Library Funds. SUBJECT :—" Eyes." Tickets to be obtained from the Committee. — [31, 657, 263, 699]
timber-item: WHITE PINE — [1011, 697, 1067, 708]
tobacco-office: HEAD OFFICE AND FACTORY: AUCKLAND. — [1283, 516, 1461, 526]
despatch-text: They have also on hand, and for Sale— 2 Concrete Rollers, 4 ton each, Mounted. 1 10 foot Iron Field Gate. 1 New Yankee Buck Board, built on the newest principle; weight, 3 cwt. 7lb. Cast Iron and Old Brass bought in any Quantity. — [1011, 566, 1244, 619]
time-keepers: TIME AND TIMEKEEPERS. — [1556, 96, 1678, 106]
timber-item: POSTS — [1168, 738, 1198, 748]
morning-star-close: To Close about the 20th December, 1884. — [55, 1356, 239, 1367]
steamship-illustration — [31, 874, 263, 902]
hurrey-text: IS now prepared to supply any quantity of Timber, rough or worked, including Mouldings of any pattern cut from Kihikatea of a much better quality than has ever yet been offered to the Trade, &c., in this district. Orders received at the Town Office, Read's Quay, and promptly executed. — [1011, 959, 1244, 1023]
